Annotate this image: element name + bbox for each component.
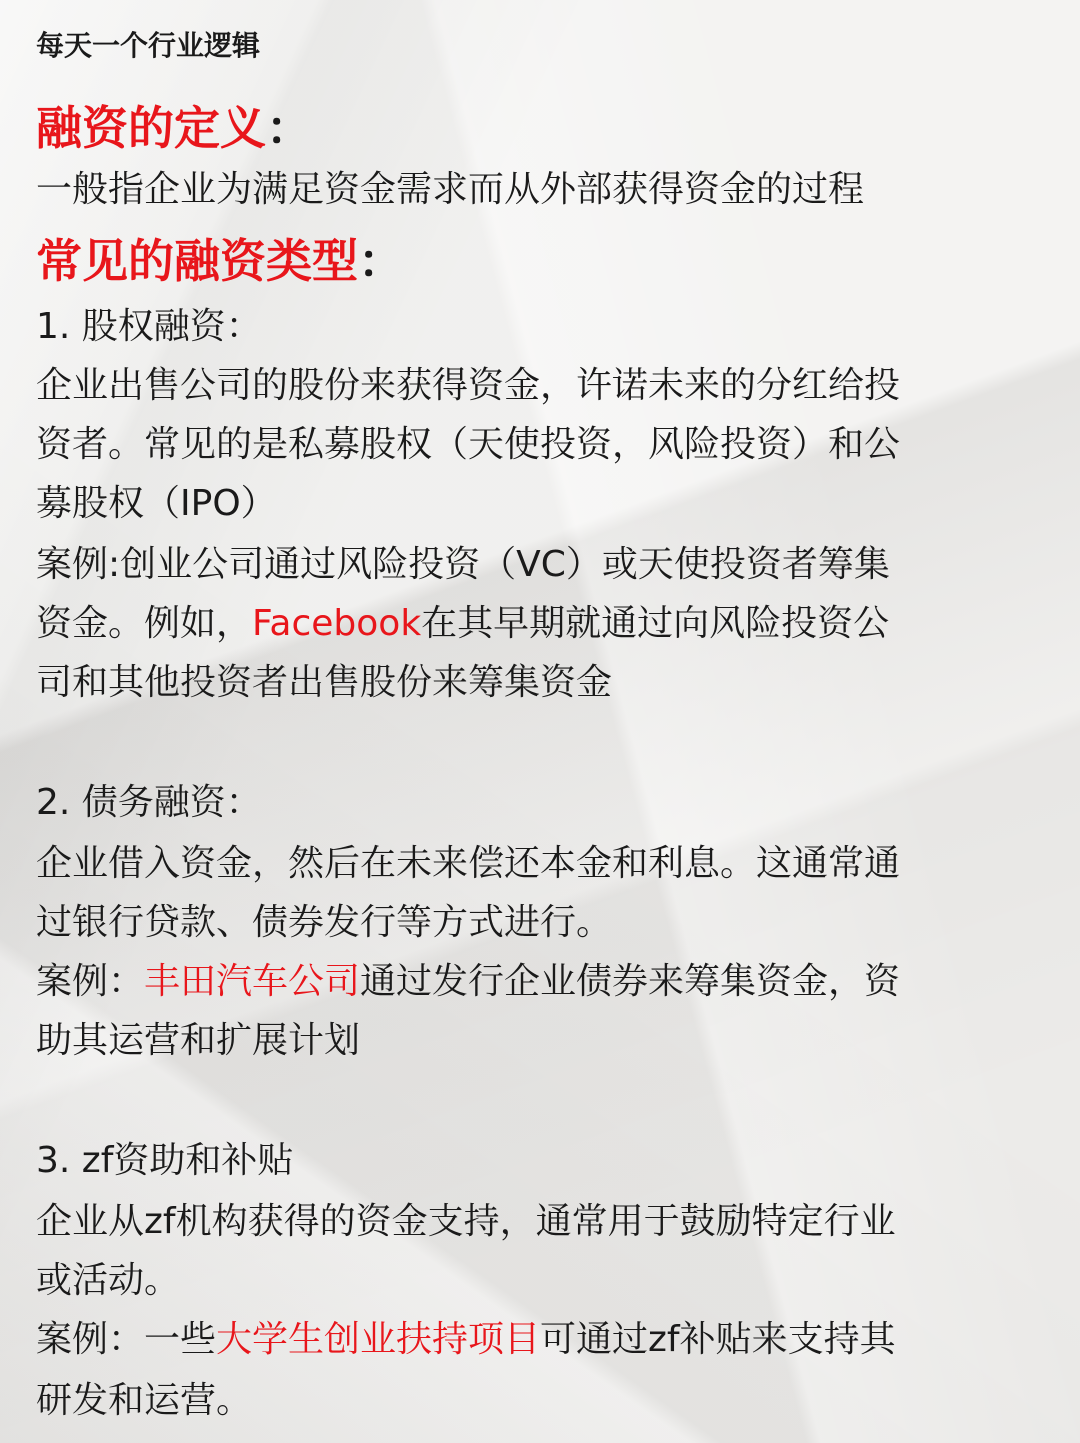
case-text: 通过发行企业债券来筹集资金，资 xyxy=(360,961,901,1002)
case-text: 可通过zf补贴来支持其 xyxy=(540,1319,896,1360)
section-1-desc-line: 募股权（IPO） xyxy=(36,483,277,524)
case-text: 案例： xyxy=(36,961,145,1002)
section-2-case-line: 助其运营和扩展计划 xyxy=(36,1020,361,1061)
case-text: 在其早期就通过向风险投资公 xyxy=(421,603,890,644)
case-text: 资金。例如， xyxy=(36,603,253,644)
page-header: 每天一个行业逻辑 xyxy=(36,29,261,62)
section-2-desc-line: 过银行贷款、债券发行等方式进行。 xyxy=(36,902,613,943)
section-3-heading: 3. zf资助和补贴 xyxy=(36,1140,294,1181)
section-1-desc-line: 企业出售公司的股份来获得资金，许诺未来的分红给投 xyxy=(36,365,901,406)
section-1-case-line: 司和其他投资者出售股份来筹集资金 xyxy=(36,662,613,703)
case-highlight-toyota: 丰田汽车公司 xyxy=(144,961,361,1002)
definition-heading-text: 融资的定义 xyxy=(36,101,266,155)
types-heading-colon: ： xyxy=(358,234,404,288)
definition-heading-colon: ： xyxy=(266,101,312,155)
types-heading xyxy=(36,232,404,290)
section-3-case-line: 研发和运营。 xyxy=(36,1380,253,1421)
types-heading-text: 常见的融资类型 xyxy=(36,234,358,288)
section-3-case-line xyxy=(36,1316,896,1364)
section-1-case-line: 案例:创业公司通过风险投资（VC）或天使投资者筹集 xyxy=(36,544,890,585)
section-1-case-line xyxy=(36,600,889,648)
section-3-desc-line: 企业从zf机构获得的资金支持，通常用于鼓励特定行业 xyxy=(36,1201,896,1242)
case-highlight-facebook: Facebook xyxy=(252,603,422,644)
case-text: 案例：一些 xyxy=(36,1319,217,1360)
section-2-desc-line: 企业借入资金，然后在未来偿还本金和利息。这通常通 xyxy=(36,843,901,884)
section-2-heading: 2. 债务融资： xyxy=(36,782,262,823)
section-3-desc-line: 或活动。 xyxy=(36,1260,181,1301)
definition-heading xyxy=(36,99,312,157)
section-2-case-line xyxy=(36,958,900,1006)
section-1-heading: 1. 股权融资： xyxy=(36,306,262,347)
definition-text: 一般指企业为满足资金需求而从外部获得资金的过程 xyxy=(36,169,865,210)
case-highlight-student-program: 大学生创业扶持项目 xyxy=(216,1319,541,1360)
section-1-desc-line: 资者。常见的是私募股权（天使投资，风险投资）和公 xyxy=(36,424,901,465)
